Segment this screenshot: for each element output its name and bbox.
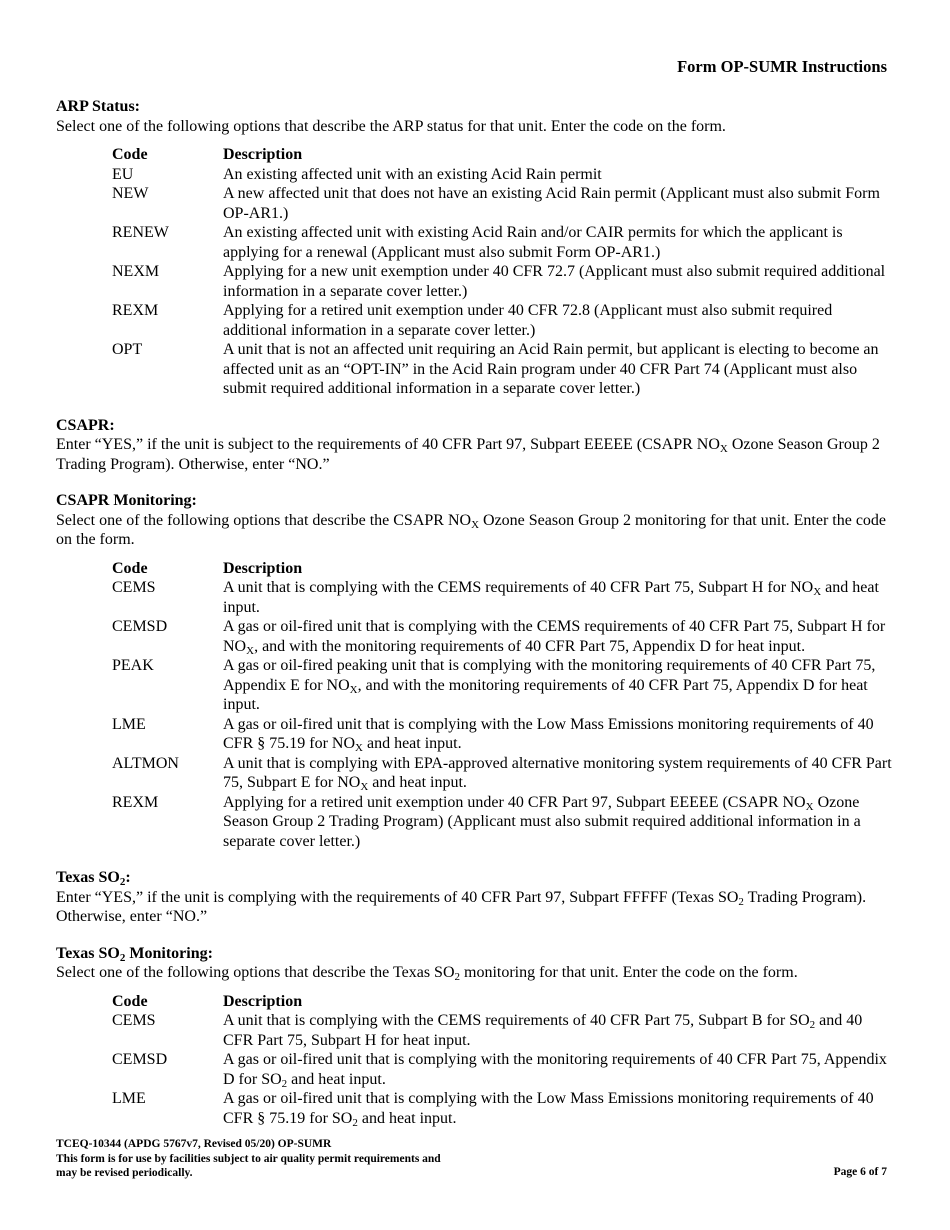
texas-so2-monitoring-heading: Texas $SO_2$ Monitoring:: [56, 944, 213, 964]
table-row: [112, 165, 892, 185]
table-row: [112, 578, 892, 617]
page-number: Page 6 of 7: [833, 1166, 887, 1178]
code-cell: CEMSD: [112, 618, 168, 635]
table-row: [112, 1050, 892, 1089]
texas-mon-col-code: Code: [112, 992, 148, 1010]
description-cell: A gas or oil-fired peaking unit that is complying with the monitoring requirements of 40 CFR Part 75, Appendix E for $NO_X$, and with the monitoring requirements of 40 CFR Part 75, Appendix D for heat input.: [223, 657, 876, 713]
texas-so2-section: [56, 868, 892, 927]
table-row: [112, 617, 892, 656]
arp-status-section: [56, 97, 892, 399]
csapr-heading: CSAPR:: [56, 416, 115, 434]
description-cell: Applying for a retired unit exemption under 40 CFR Part 97, Subpart EEEEE (CSAPR $NO_X$ Ozone Season Group 2 Trading Program) (Applicant must also submit required additional information in a separate cover letter.): [223, 793, 861, 850]
table-row: [112, 184, 892, 223]
csapr-section: [56, 416, 892, 475]
table-row: [112, 793, 892, 852]
csapr-monitoring-section: [56, 491, 892, 851]
csapr-body: Enter “YES,” if the unit is subject to the requirements of 40 CFR Part 97, Subpart EEEEE (CSAPR $NO_X$ Ozone Season Group 2 Trading Program). Otherwise, enter “NO.”: [56, 436, 880, 473]
page-header-title: Form OP-SUMR Instructions: [677, 57, 887, 76]
code-cell: ALTMON: [112, 754, 179, 772]
description-cell: A gas or oil-fired unit that is complying with the Low Mass Emissions monitoring requirements of 40 CFR § 75.19 for $NO_X$ and heat input.: [223, 715, 874, 754]
texas-so2-monitoring-code-table: [112, 992, 892, 1129]
description-cell: A gas or oil-fired unit that is complying with the Low Mass Emissions monitoring requirements of 40 CFR § 75.19 for $SO_2$ and heat input.: [223, 1090, 874, 1129]
code-cell: LME: [112, 715, 146, 733]
table-row: [112, 754, 892, 793]
code-cell: NEXM: [112, 263, 160, 280]
arp-col-code: Code: [112, 146, 148, 163]
code-cell: RENEW: [112, 224, 169, 241]
description-cell: A unit that is not an affected unit requiring an Acid Rain permit, but applicant is electing to become an affected unit as an “OPT-IN” in the Acid Rain program under 40 CFR Part 74 (Applicant must also submit required additional information in a separate cover letter.): [223, 341, 879, 397]
code-cell: REXM: [112, 302, 159, 319]
table-row: [112, 262, 892, 301]
csapr-monitoring-intro: Select one of the following options that describe the CSAPR $NO_X$ Ozone Season Group 2 monitoring for that unit. Enter the code on the form.: [56, 511, 887, 548]
code-cell: NEW: [112, 185, 149, 202]
page-content: [56, 97, 892, 1145]
csapr-mon-col-description: Description: [223, 559, 303, 577]
description-cell: An existing affected unit with existing Acid Rain and/or CAIR permits for which the applicant is applying for a renewal (Applicant must also submit Form OP-AR1.): [223, 224, 843, 261]
table-row: [112, 223, 892, 262]
description-cell: A gas or oil-fired unit that is complying with the monitoring requirements of 40 CFR Part 75, Appendix D for $SO_2$ and heat input.: [223, 1051, 887, 1090]
texas-mon-col-description: Description: [223, 992, 303, 1010]
arp-col-description: Description: [223, 146, 303, 163]
table-row: [112, 1089, 892, 1128]
code-cell: LME: [112, 1090, 146, 1107]
code-cell: PEAK: [112, 657, 154, 674]
texas-so2-monitoring-intro: Select one of the following options that describe the Texas $SO_2$ monitoring for that unit. Enter the code on the form.: [56, 964, 798, 983]
description-cell: Applying for a retired unit exemption under 40 CFR 72.8 (Applicant must also submit required additional information in a separate cover letter.): [223, 302, 833, 339]
csapr-mon-col-code: Code: [112, 559, 148, 577]
description-cell: A new affected unit that does not have an existing Acid Rain permit (Applicant must also submit Form OP-AR1.): [223, 185, 880, 222]
table-row: [112, 340, 892, 399]
footer-line-usage: This form is for use by facilities subject to air quality permit requirements and: [56, 1152, 441, 1165]
description-cell: A unit that is complying with the CEMS requirements of 40 CFR Part 75, Subpart H for $NO_X$ and heat input.: [223, 579, 879, 616]
arp-code-table: [112, 145, 892, 399]
code-cell: CEMSD: [112, 1051, 168, 1068]
code-cell: CEMS: [112, 1012, 156, 1029]
description-cell: An existing affected unit with an existing Acid Rain permit: [223, 165, 602, 183]
code-cell: REXM: [112, 793, 159, 811]
arp-status-heading: ARP Status:: [56, 98, 141, 115]
description-cell: A unit that is complying with the CEMS requirements of 40 CFR Part 75, Subpart B for $SO_2$ and 40 CFR Part 75, Subpart H for heat input.: [223, 1012, 863, 1049]
table-row: [112, 301, 892, 340]
texas-so2-heading: Texas $SO_2$:: [56, 869, 131, 888]
footer-line-form-id: TCEQ-10344 (APDG 5767v7, Revised 05/20) OP-SUMR: [56, 1138, 332, 1150]
texas-so2-body: Enter “YES,” if the unit is complying with the requirements of 40 CFR Part 97, Subpart FFFFF (Texas $SO_2$ Trading Program). Otherwise, enter “NO.”: [56, 888, 867, 925]
arp-status-intro: Select one of the following options that describe the ARP status for that unit. Enter the code on the form.: [56, 117, 726, 135]
table-row: [112, 1011, 892, 1050]
description-cell: Applying for a new unit exemption under 40 CFR 72.7 (Applicant must also submit required additional information in a separate cover letter.): [223, 263, 886, 300]
table-row: [112, 715, 892, 754]
csapr-monitoring-code-table: [112, 559, 892, 852]
code-cell: EU: [112, 165, 134, 183]
page-footer-form-info: [56, 1137, 441, 1181]
description-cell: A gas or oil-fired unit that is complying with the CEMS requirements of 40 CFR Part 75, Subpart H for $NO_X$, and with the monitoring requirements of 40 CFR Part 75, Appendix D for heat input.: [223, 618, 886, 657]
description-cell: A unit that is complying with EPA-approved alternative monitoring system requirements of 40 CFR Part 75, Subpart E for $NO_X$ and heat input.: [223, 754, 892, 793]
table-row: [112, 656, 892, 715]
csapr-monitoring-heading: CSAPR Monitoring:: [56, 492, 197, 509]
footer-line-revision: may be revised periodically.: [56, 1167, 193, 1179]
texas-so2-monitoring-section: [56, 944, 892, 1129]
code-cell: CEMS: [112, 579, 156, 596]
code-cell: OPT: [112, 341, 143, 358]
